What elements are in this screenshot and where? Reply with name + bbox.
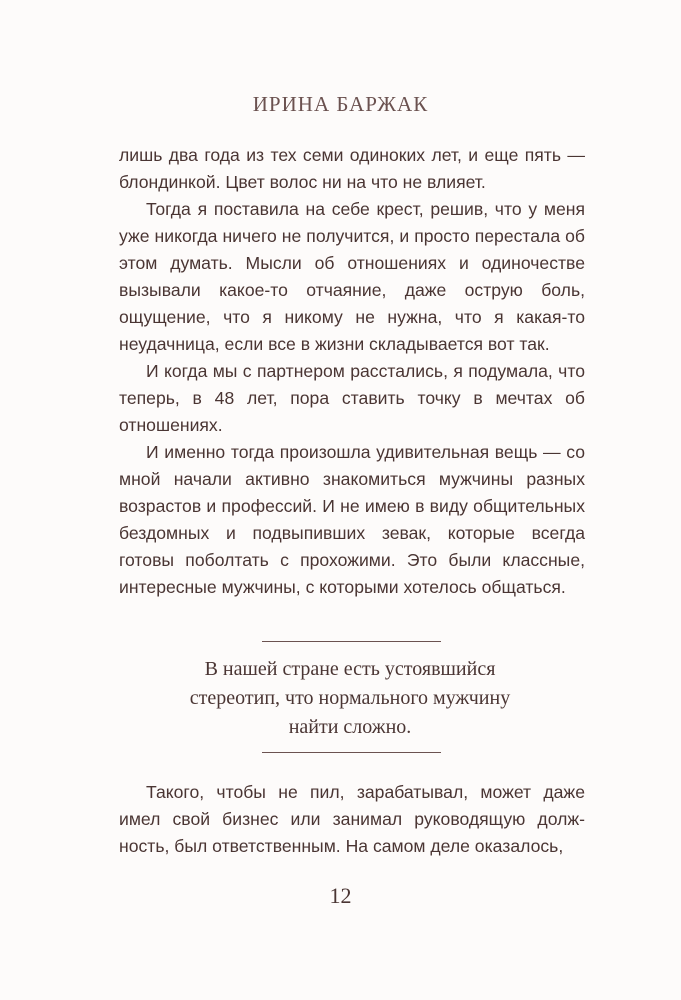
pull-quote-line: найти сложно. (288, 716, 412, 738)
pull-quote (140, 655, 560, 742)
body-text-bottom (119, 779, 585, 860)
pull-quote-line: В нашей стране есть устоявшийся (204, 658, 496, 680)
pull-quote-line: стереотип, что нормального мужчину (189, 687, 511, 709)
running-header: ИРИНА БАРЖАК (252, 92, 429, 116)
quote-divider-top (262, 641, 441, 642)
paragraph: Тогда я поставила на себе крест, решив, что у меня уже никогда ничего не получится, и просто перестала об этом думать. Мысли об отношениях и одиночестве вызывали какое-то отчаяние, даже острую боль, ощущение, что я никому не нужна, что я какая-то неудачница, если все в жизни складывается вот так. (119, 199, 585, 354)
quote-divider-bottom (262, 752, 441, 753)
paragraph: И именно тогда произошла удивительная вещь — со мной начали активно знакомиться мужчины разных возрастов и профессий. И не имею в виду общительных бездомных и подвыпивших зевак, которые всегда готовы поболтать с прохожими. Это были классные, интересные мужчины, с которыми хотелось общаться. (119, 442, 585, 597)
paragraph: лишь два года из тех семи одиноких лет, и еще пять — блондинкой. Цвет волос ни на что не влияет. (119, 145, 585, 192)
page-number: 12 (329, 883, 352, 908)
paragraph: И когда мы с партнером расстались, я подумала, что теперь, в 48 лет, пора ставить точку в мечтах об отношениях. (119, 361, 585, 435)
paragraph: Такого, чтобы не пил, зарабатывал, может даже имел свой бизнес или занимал руководящую должность, был ответственным. На самом деле оказалось, (119, 782, 585, 856)
body-text-top (119, 142, 585, 601)
